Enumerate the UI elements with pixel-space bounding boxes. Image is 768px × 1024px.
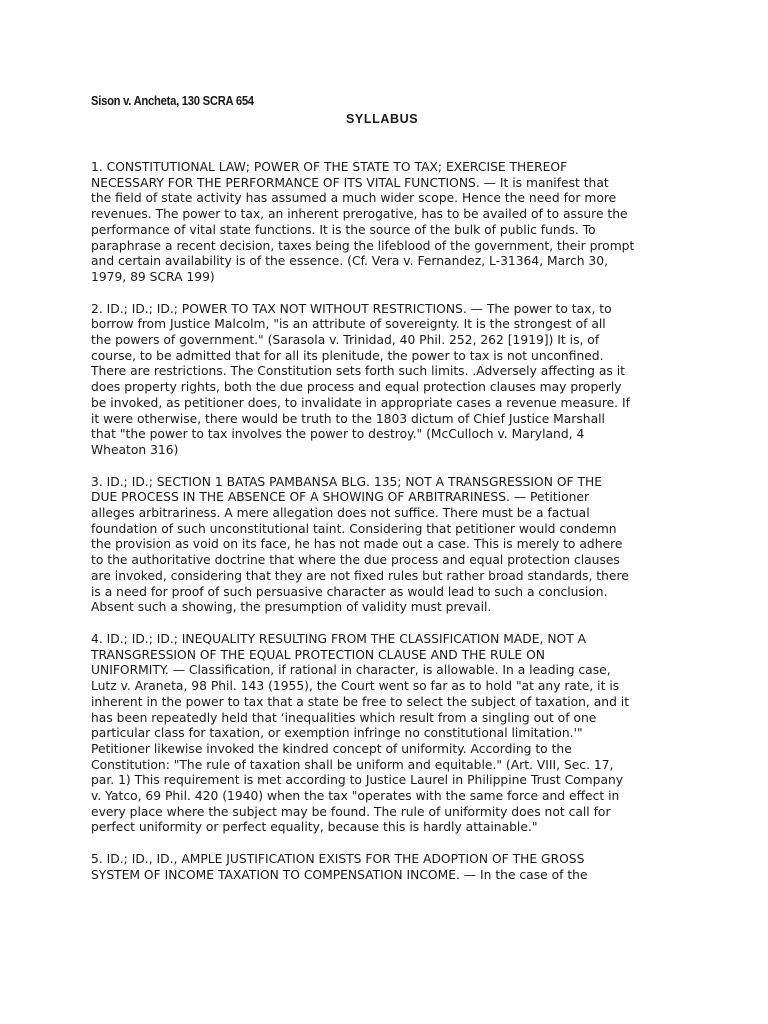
paragraph-4: 4. ID.; ID.; ID.; INEQUALITY RESULTING FROM THE CLASSIFICATION MADE, NOT A TRANSGRESSION OF THE EQUAL PROTECTION CLAUSE AND THE RULE ON UNIFORMITY. — Classification, if rational in character, is allowable. In a leading case, Lutz v. Araneta, 98 Phil. 143 (1955), the Court went so far as to hold "at any rate, it is inherent in the power to tax that a state be free to select the subject of taxation, and it has been repeatedly held that ‘inequalities which result from a singling out of one particular class for taxation, or exemption infringe no constitutional limitation.'" Petitioner likewise invoked the kindred concept of uniformity. According to the Constitution: "The rule of taxation shall be uniform and equitable." (Art. VIII, Sec. 17, par. 1) This requirement is met according to Justice Laurel in Philippine Trust Company v. Yatco, 69 Phil. 420 (1940) when the tax "operates with the same force and effect in every place where the subject may be found. The rule of uniformity does not call for perfect uniformity or perfect equality, because this is hardly attainable." (91, 631, 630, 835)
syllabus-body (91, 160, 711, 900)
section-title: SYLLABUS (346, 112, 419, 126)
paragraph-2: 2. ID.; ID.; ID.; POWER TO TAX NOT WITHOUT RESTRICTIONS. — The power to tax, to borrow from Justice Malcolm, "is an attribute of sovereignty. It is the strongest of all the powers of government." (Sarasola v. Trinidad, 40 Phil. 252, 262 [1919]) It is, of course, to be admitted that for all its plenitude, the power to tax is not unconfined. There are restrictions. The Constitution sets forth such limits. .Adversely affecting as it does property rights, both the due process and equal protection clauses may properly be invoked, as petitioner does, to invalidate in appropriate cases a revenue measure. If it were otherwise, there would be truth to the 1803 dictum of Chief Justice Marshall that "the power to tax involves the power to destroy." (McCulloch v. Maryland, 4 Wheaton 316) (91, 301, 630, 457)
paragraph-1: 1. CONSTITUTIONAL LAW; POWER OF THE STATE TO TAX; EXERCISE THEREOF NECESSARY FOR THE PERFORMANCE OF ITS VITAL FUNCTIONS. — It is manifest that the field of state activity has assumed a much wider scope. Hence the need for more revenues. The power to tax, an inherent prerogative, has to be availed of to assure the performance of vital state functions. It is the source of the bulk of public funds. To paraphrase a recent decision, taxes being the lifeblood of the government, their prompt and certain availability is of the essence. (Cf. Vera v. Fernandez, L-31364, March 30, 1979, 89 SCRA 199) (91, 160, 635, 284)
paragraph-5: 5. ID.; ID., ID., AMPLE JUSTIFICATION EXISTS FOR THE ADOPTION OF THE GROSS SYSTEM OF INCOME TAXATION TO COMPENSATION INCOME. — In the case of the (91, 852, 588, 882)
paragraph-3: 3. ID.; ID.; SECTION 1 BATAS PAMBANSA BLG. 135; NOT A TRANSGRESSION OF THE DUE PROCESS IN THE ABSENCE OF A SHOWING OF ARBITRARINESS. — Petitioner alleges arbitrariness. A mere allegation does not suffice. There must be a factual foundation of such unconstitutional taint. Considering that petitioner would condemn the provision as void on its face, he has not made out a case. This is merely to adhere to the authoritative doctrine that where the due process and equal protection clauses are invoked, considering that they are not fixed rules but rather broad standards, there is a need for proof of such persuasive character as would lead to such a conclusion. Absent such a showing, the presumption of validity must prevail. (91, 474, 629, 615)
case-title: Sison v. Ancheta, 130 SCRA 654 (91, 94, 254, 108)
